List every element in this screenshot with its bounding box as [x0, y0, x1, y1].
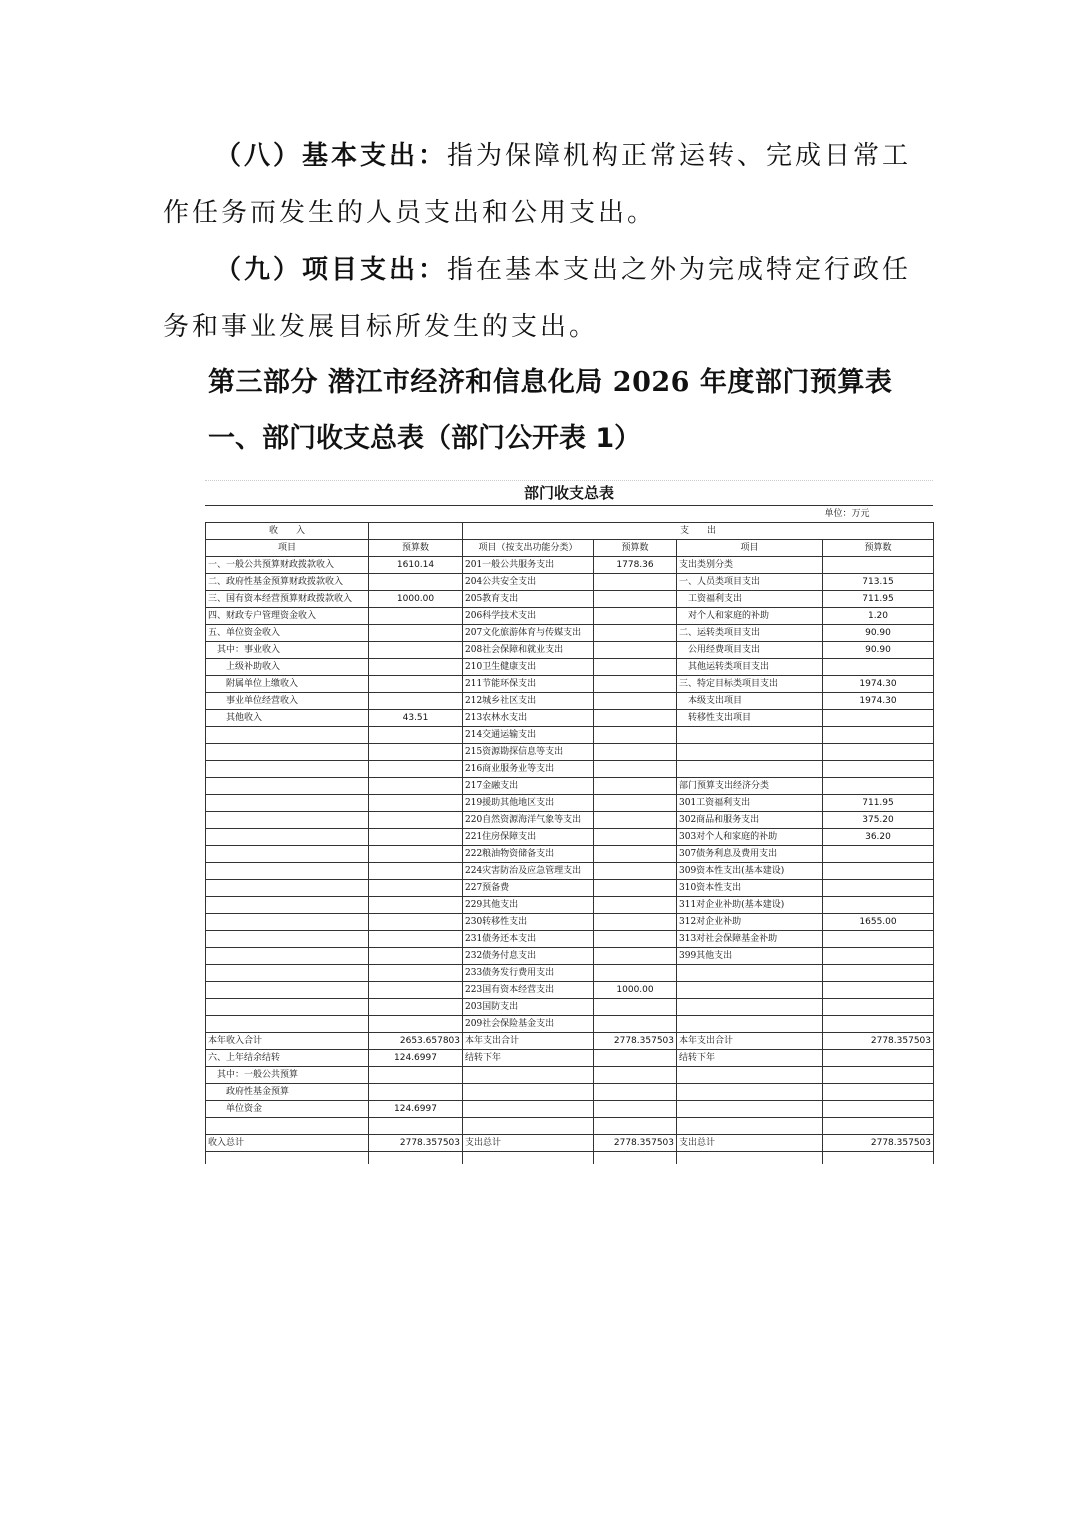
expense-cat-budget — [823, 761, 934, 778]
income-item — [206, 1118, 369, 1135]
part-title: 第三部分 潜江市经济和信息化局 2026 年度部门预算表 — [208, 367, 893, 398]
expense-func-item: 220自然资源海洋气象等支出 — [463, 812, 594, 829]
expense-cat-budget — [823, 965, 934, 982]
col-header-item: 项目 — [677, 540, 823, 557]
expense-cat-budget — [823, 897, 934, 914]
income-budget: 1610.14 — [369, 557, 463, 574]
spacer-cell — [823, 1152, 934, 1165]
expense-cat-budget — [823, 982, 934, 999]
income-budget — [369, 778, 463, 795]
expense-func-item: 205教育支出 — [463, 591, 594, 608]
col-header-budget: 预算数 — [369, 540, 463, 557]
expense-func-item: 217金融支出 — [463, 778, 594, 795]
expense-cat-item — [677, 1084, 823, 1101]
income-item — [206, 880, 369, 897]
income-budget — [369, 1118, 463, 1135]
expense-func-budget — [594, 897, 677, 914]
expense-cat-item — [677, 965, 823, 982]
expense-func-budget — [594, 999, 677, 1016]
expense-func-item: 212城乡社区支出 — [463, 693, 594, 710]
expense-func-item: 215资源勘探信息等支出 — [463, 744, 594, 761]
expense-func-budget — [594, 1084, 677, 1101]
paragraph-text: 指为保障机构正常运转、完成日常工作任务而发生的人员支出和公用支出。 — [163, 141, 912, 228]
income-budget — [369, 608, 463, 625]
expense-func-item: 210卫生健康支出 — [463, 659, 594, 676]
table-row — [206, 642, 934, 659]
income-item — [206, 744, 369, 761]
table-row — [206, 1016, 934, 1033]
expense-cat-item: 支出类别分类 — [677, 557, 823, 574]
expense-func-budget — [594, 591, 677, 608]
expense-cat-item — [677, 1118, 823, 1135]
expense-cat-item — [677, 761, 823, 778]
expense-cat-item: 其他运转类项目支出 — [677, 659, 823, 676]
table-row — [206, 676, 934, 693]
income-budget: 124.6997 — [369, 1050, 463, 1067]
income-budget: 1000.00 — [369, 591, 463, 608]
income-budget — [369, 812, 463, 829]
expense-cat-budget — [823, 1118, 934, 1135]
table-row — [206, 1118, 934, 1135]
income-item — [206, 863, 369, 880]
expense-func-item: 支出总计 — [463, 1135, 594, 1152]
expense-func-budget: 1778.36 — [594, 557, 677, 574]
expense-func-budget — [594, 608, 677, 625]
expense-func-item: 208社会保障和就业支出 — [463, 642, 594, 659]
income-budget: 2653.657803 — [369, 1033, 463, 1050]
expense-func-budget — [594, 931, 677, 948]
budget-table-container — [205, 480, 933, 1164]
income-item: 五、单位资金收入 — [206, 625, 369, 642]
table-row — [206, 1084, 934, 1101]
income-budget — [369, 676, 463, 693]
expense-func-budget — [594, 676, 677, 693]
income-budget — [369, 829, 463, 846]
income-budget — [369, 948, 463, 965]
expense-func-budget — [594, 659, 677, 676]
income-budget — [369, 642, 463, 659]
section-title: 一、部门收支总表（部门公开表 1） — [208, 423, 642, 454]
expense-cat-item: 本级支出项目 — [677, 693, 823, 710]
income-item — [206, 982, 369, 999]
expense-cat-item: 公用经费项目支出 — [677, 642, 823, 659]
expense-func-item: 231债务还本支出 — [463, 931, 594, 948]
expense-func-item: 219援助其他地区支出 — [463, 795, 594, 812]
income-budget — [369, 999, 463, 1016]
expense-func-item: 211节能环保支出 — [463, 676, 594, 693]
expense-func-item: 结转下年 — [463, 1050, 594, 1067]
table-row — [206, 880, 934, 897]
expense-cat-budget: 36.20 — [823, 829, 934, 846]
table-row — [206, 574, 934, 591]
paragraph-lead: （八）基本支出： — [215, 141, 448, 171]
expense-func-budget — [594, 863, 677, 880]
expense-cat-item: 转移性支出项目 — [677, 710, 823, 727]
table-row — [206, 812, 934, 829]
paragraph-text: 指在基本支出之外为完成特定行政任务和事业发展目标所发生的支出。 — [163, 255, 912, 342]
expense-func-budget — [594, 1067, 677, 1084]
income-item — [206, 931, 369, 948]
expense-cat-item — [677, 1016, 823, 1033]
income-item: 四、财政专户管理资金收入 — [206, 608, 369, 625]
income-budget — [369, 727, 463, 744]
income-budget — [369, 795, 463, 812]
expense-func-item: 204公共安全支出 — [463, 574, 594, 591]
expense-cat-item: 三、特定目标类项目支出 — [677, 676, 823, 693]
expense-func-budget: 1000.00 — [594, 982, 677, 999]
income-item — [206, 812, 369, 829]
expense-cat-budget: 2778.357503 — [823, 1033, 934, 1050]
table-row — [206, 829, 934, 846]
table-row — [206, 744, 934, 761]
expense-cat-budget — [823, 778, 934, 795]
table-row — [206, 999, 934, 1016]
income-budget — [369, 846, 463, 863]
expense-func-item: 227预备费 — [463, 880, 594, 897]
expense-cat-budget: 711.95 — [823, 591, 934, 608]
expense-func-item — [463, 1067, 594, 1084]
spacer-cell — [594, 1152, 677, 1165]
unit-row — [206, 506, 934, 523]
spacer-cell — [206, 1152, 369, 1165]
income-budget — [369, 1016, 463, 1033]
expense-func-item: 201一般公共服务支出 — [463, 557, 594, 574]
income-budget — [369, 1067, 463, 1084]
expense-func-item: 222粮油物资储备支出 — [463, 846, 594, 863]
table-title: 部门收支总表 — [205, 480, 933, 506]
paragraph-basic-expenditure — [163, 128, 913, 242]
expense-cat-budget: 1.20 — [823, 608, 934, 625]
income-header: 收 入 — [206, 523, 369, 540]
table-row — [206, 591, 934, 608]
expense-func-budget — [594, 914, 677, 931]
expense-func-budget — [594, 1101, 677, 1118]
expense-func-budget — [594, 1118, 677, 1135]
column-header-row — [206, 540, 934, 557]
expense-func-item: 209社会保险基金支出 — [463, 1016, 594, 1033]
expense-cat-budget — [823, 931, 934, 948]
table-row — [206, 846, 934, 863]
table-row — [206, 863, 934, 880]
income-item — [206, 914, 369, 931]
table-row — [206, 965, 934, 982]
income-item: 事业单位经营收入 — [206, 693, 369, 710]
expense-cat-budget — [823, 1067, 934, 1084]
expense-func-item: 214交通运输支出 — [463, 727, 594, 744]
expense-cat-item: 303对个人和家庭的补助 — [677, 829, 823, 846]
table-row — [206, 948, 934, 965]
expense-cat-item: 结转下年 — [677, 1050, 823, 1067]
table-row — [206, 625, 934, 642]
paragraph-project-expenditure — [163, 242, 913, 356]
table-row — [206, 557, 934, 574]
expense-cat-budget — [823, 948, 934, 965]
income-item: 单位资金 — [206, 1101, 369, 1118]
expense-cat-item: 312对企业补助 — [677, 914, 823, 931]
expense-cat-item: 301工资福利支出 — [677, 795, 823, 812]
income-budget — [369, 761, 463, 778]
budget-table — [205, 506, 934, 1164]
table-row — [206, 795, 934, 812]
expense-cat-item: 本年支出合计 — [677, 1033, 823, 1050]
expense-cat-budget — [823, 557, 934, 574]
income-budget: 124.6997 — [369, 1101, 463, 1118]
expense-func-item: 224灾害防治及应急管理支出 — [463, 863, 594, 880]
table-row — [206, 608, 934, 625]
expense-cat-budget: 90.90 — [823, 625, 934, 642]
table-row — [206, 693, 934, 710]
expense-cat-budget — [823, 1084, 934, 1101]
expense-cat-budget — [823, 744, 934, 761]
col-header-budget: 预算数 — [594, 540, 677, 557]
expense-func-budget — [594, 965, 677, 982]
income-item: 其他收入 — [206, 710, 369, 727]
table-bottom-spacer — [206, 1152, 934, 1165]
income-budget — [369, 897, 463, 914]
expense-func-item: 229其他支出 — [463, 897, 594, 914]
expense-cat-item — [677, 744, 823, 761]
unit-label: 单位：万元 — [823, 506, 934, 523]
expense-func-item: 223国有资本经营支出 — [463, 982, 594, 999]
expense-func-budget — [594, 642, 677, 659]
income-item — [206, 778, 369, 795]
expense-cat-item: 307债务利息及费用支出 — [677, 846, 823, 863]
expense-cat-item: 310资本性支出 — [677, 880, 823, 897]
expense-cat-budget: 711.95 — [823, 795, 934, 812]
expense-func-budget — [594, 812, 677, 829]
income-budget — [369, 625, 463, 642]
income-budget — [369, 880, 463, 897]
table-row — [206, 710, 934, 727]
income-budget: 2778.357503 — [369, 1135, 463, 1152]
expense-header: 支 出 — [463, 523, 934, 540]
expense-cat-budget — [823, 863, 934, 880]
spacer-cell — [677, 1152, 823, 1165]
expense-func-budget — [594, 710, 677, 727]
income-item: 六、上年结余结转 — [206, 1050, 369, 1067]
table-row — [206, 659, 934, 676]
table-row — [206, 761, 934, 778]
expense-func-budget — [594, 880, 677, 897]
income-budget — [369, 744, 463, 761]
income-item — [206, 1016, 369, 1033]
expense-cat-budget — [823, 1016, 934, 1033]
income-budget: 43.51 — [369, 710, 463, 727]
income-budget — [369, 965, 463, 982]
expense-cat-budget — [823, 846, 934, 863]
income-item: 本年收入合计 — [206, 1033, 369, 1050]
expense-cat-budget: 1974.30 — [823, 693, 934, 710]
income-item — [206, 948, 369, 965]
income-item: 三、国有资本经营预算财政拨款收入 — [206, 591, 369, 608]
table-row — [206, 778, 934, 795]
table-row — [206, 1101, 934, 1118]
col-header-item: 项目 — [206, 540, 369, 557]
income-item: 上级补助收入 — [206, 659, 369, 676]
expense-func-item: 221住房保障支出 — [463, 829, 594, 846]
expense-func-item: 213农林水支出 — [463, 710, 594, 727]
income-item: 一、一般公共预算财政拨款收入 — [206, 557, 369, 574]
income-item: 其中：一般公共预算 — [206, 1067, 369, 1084]
expense-func-budget — [594, 948, 677, 965]
expense-cat-budget: 375.20 — [823, 812, 934, 829]
expense-func-budget — [594, 778, 677, 795]
income-budget — [369, 574, 463, 591]
expense-func-budget — [594, 795, 677, 812]
income-budget — [369, 1084, 463, 1101]
expense-func-item — [463, 1118, 594, 1135]
expense-func-budget — [594, 693, 677, 710]
expense-cat-item: 399其他支出 — [677, 948, 823, 965]
expense-cat-item: 302商品和服务支出 — [677, 812, 823, 829]
expense-cat-item — [677, 982, 823, 999]
paragraph-lead: （九）项目支出： — [215, 255, 448, 285]
income-item — [206, 727, 369, 744]
expense-func-item — [463, 1101, 594, 1118]
expense-cat-item — [677, 727, 823, 744]
expense-cat-budget: 713.15 — [823, 574, 934, 591]
expense-cat-budget: 1974.30 — [823, 676, 934, 693]
income-item — [206, 846, 369, 863]
table-row — [206, 1067, 934, 1084]
expense-func-budget — [594, 1050, 677, 1067]
expense-cat-budget — [823, 659, 934, 676]
income-item: 二、政府性基金预算财政拨款收入 — [206, 574, 369, 591]
expense-func-item: 230转移性支出 — [463, 914, 594, 931]
income-item: 附属单位上缴收入 — [206, 676, 369, 693]
expense-cat-item: 313对社会保障基金补助 — [677, 931, 823, 948]
table-row — [206, 1033, 934, 1050]
expense-cat-budget — [823, 999, 934, 1016]
expense-cat-item — [677, 1067, 823, 1084]
income-item — [206, 999, 369, 1016]
income-item — [206, 761, 369, 778]
income-item: 收入总计 — [206, 1135, 369, 1152]
income-budget — [369, 659, 463, 676]
expense-cat-item: 一、人员类项目支出 — [677, 574, 823, 591]
expense-func-budget — [594, 829, 677, 846]
spacer-cell — [369, 1152, 463, 1165]
expense-func-budget: 2778.357503 — [594, 1033, 677, 1050]
expense-cat-budget — [823, 710, 934, 727]
expense-cat-item: 309资本性支出(基本建设) — [677, 863, 823, 880]
expense-func-item: 203国防支出 — [463, 999, 594, 1016]
expense-func-item: 232债务付息支出 — [463, 948, 594, 965]
group-header-row — [206, 523, 934, 540]
expense-func-budget — [594, 727, 677, 744]
expense-cat-budget: 2778.357503 — [823, 1135, 934, 1152]
table-row — [206, 914, 934, 931]
expense-func-item — [463, 1084, 594, 1101]
expense-cat-budget — [823, 880, 934, 897]
expense-cat-item: 支出总计 — [677, 1135, 823, 1152]
income-item — [206, 795, 369, 812]
table-row — [206, 982, 934, 999]
income-item: 政府性基金预算 — [206, 1084, 369, 1101]
expense-cat-budget: 1655.00 — [823, 914, 934, 931]
expense-cat-budget: 90.90 — [823, 642, 934, 659]
expense-func-item: 216商业服务业等支出 — [463, 761, 594, 778]
income-item — [206, 897, 369, 914]
income-item — [206, 829, 369, 846]
expense-func-item: 233债务发行费用支出 — [463, 965, 594, 982]
income-budget — [369, 931, 463, 948]
income-budget — [369, 693, 463, 710]
expense-cat-budget — [823, 727, 934, 744]
table-row — [206, 1135, 934, 1152]
income-budget — [369, 914, 463, 931]
expense-cat-item — [677, 1101, 823, 1118]
income-item: 其中：事业收入 — [206, 642, 369, 659]
income-budget — [369, 863, 463, 880]
expense-cat-budget — [823, 1101, 934, 1118]
table-row — [206, 897, 934, 914]
expense-func-budget: 2778.357503 — [594, 1135, 677, 1152]
expense-func-item: 206科学技术支出 — [463, 608, 594, 625]
expense-cat-item: 二、运转类项目支出 — [677, 625, 823, 642]
expense-func-budget — [594, 846, 677, 863]
expense-func-budget — [594, 744, 677, 761]
col-header-budget: 预算数 — [823, 540, 934, 557]
expense-cat-item: 对个人和家庭的补助 — [677, 608, 823, 625]
expense-cat-budget — [823, 1050, 934, 1067]
col-header-item-func: 项目（按支出功能分类） — [463, 540, 594, 557]
expense-func-budget — [594, 1016, 677, 1033]
expense-cat-item: 工资福利支出 — [677, 591, 823, 608]
table-row — [206, 1050, 934, 1067]
income-item — [206, 965, 369, 982]
expense-func-item: 本年支出合计 — [463, 1033, 594, 1050]
expense-cat-item: 311对企业补助(基本建设) — [677, 897, 823, 914]
expense-func-budget — [594, 761, 677, 778]
spacer-cell — [463, 1152, 594, 1165]
table-row — [206, 727, 934, 744]
table-row — [206, 931, 934, 948]
expense-func-item: 207文化旅游体育与传媒支出 — [463, 625, 594, 642]
expense-cat-item: 部门预算支出经济分类 — [677, 778, 823, 795]
expense-func-budget — [594, 574, 677, 591]
expense-func-budget — [594, 625, 677, 642]
income-budget — [369, 982, 463, 999]
expense-cat-item — [677, 999, 823, 1016]
